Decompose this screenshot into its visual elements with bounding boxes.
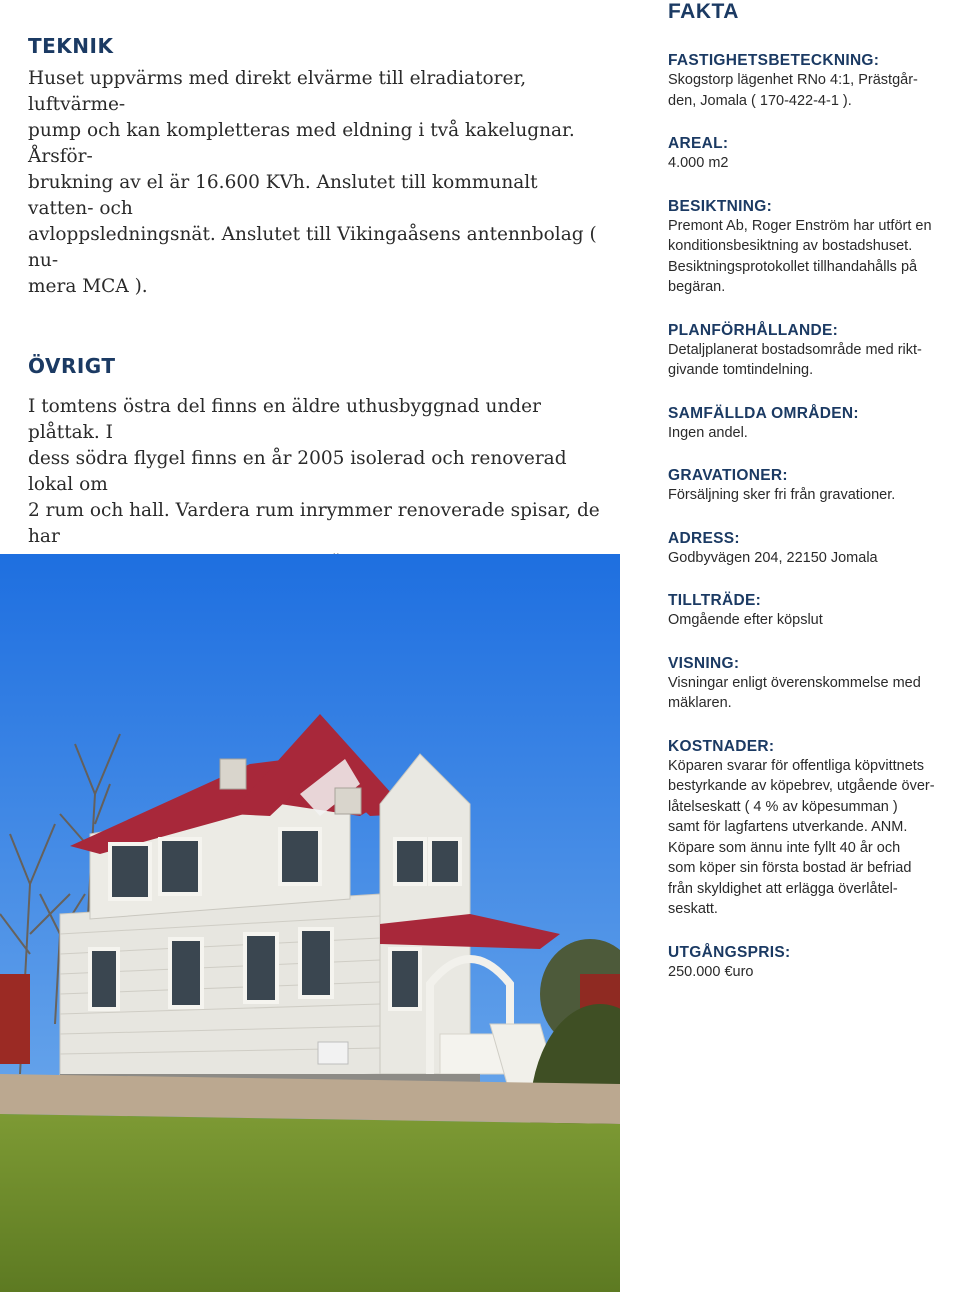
fakta-item-tilltrade bbox=[668, 591, 960, 631]
fakta-value: Skogstorp lägenhet RNo 4:1, Prästgår- den, Jomala ( 170-422-4-1 ). bbox=[668, 72, 918, 109]
fakta-label: VISNING: bbox=[668, 654, 740, 672]
fakta-label: AREAL: bbox=[668, 135, 729, 152]
text-line: I tomtens östra del finns en äldre uthusbyggnad under plåttak. I bbox=[28, 396, 541, 443]
fakta-value: 4.000 m2 bbox=[668, 155, 729, 171]
fakta-item-planforhallande bbox=[668, 321, 960, 381]
fakta-label: GRAVATIONER: bbox=[668, 467, 788, 484]
fakta-item-gravationer bbox=[668, 466, 960, 506]
fakta-label: KOSTNADER: bbox=[668, 737, 775, 755]
fakta-label: TILLTRÄDE: bbox=[668, 592, 762, 609]
fakta-value: Detaljplanerat bostadsområde med rikt- givande tomtindelning. bbox=[668, 341, 922, 378]
ovrigt-heading: ÖVRIGT bbox=[28, 354, 116, 378]
text-line: dess södra flygel finns en år 2005 isolerad och renoverad lokal om bbox=[28, 448, 567, 495]
teknik-paragraph bbox=[28, 66, 608, 300]
fakta-item-samfallda-omraden bbox=[668, 404, 960, 444]
fakta-label: PLANFÖRHÅLLANDE: bbox=[668, 321, 839, 339]
ac-unit bbox=[318, 1042, 348, 1064]
text-line: pump och kan kompletteras med eldning i två kakelugnar. Årsför- bbox=[28, 120, 575, 167]
lawn bbox=[0, 1114, 620, 1292]
teknik-heading: TEKNIK bbox=[28, 34, 114, 58]
chimney-right bbox=[335, 788, 361, 814]
text-line: Huset uppvärms med direkt elvärme till elradiatorer, luftvärme- bbox=[28, 68, 527, 115]
fakta-label: SAMFÄLLDA OMRÅDEN: bbox=[668, 404, 859, 422]
fakta-item-fastighetsbeteckning bbox=[668, 51, 960, 111]
fakta-label: ADRESS: bbox=[668, 529, 740, 547]
house-right-gable bbox=[380, 754, 470, 1074]
fakta-item-kostnader bbox=[668, 737, 960, 920]
fakta-value: Godbyvägen 204, 22150 Jomala bbox=[668, 549, 878, 566]
fakta-item-besiktning bbox=[668, 197, 960, 298]
fakta-item-utgangspris bbox=[668, 943, 960, 983]
text-line: brukning av el är 16.600 KVh. Anslutet till kommunalt vatten- och bbox=[28, 172, 538, 219]
fakta-title: FAKTA bbox=[668, 0, 739, 23]
fakta-item-areal bbox=[668, 134, 960, 174]
house-photo bbox=[0, 554, 620, 1292]
fakta-value: Köparen svarar för offentliga köpvittnets bestyrkande av köpebrev, utgående över- låtelseskatt ( 4 % av köpesumman ) samt för lagfartens utverkande. ANM. Köpare som ännu inte fyllt 40 år och som köper sin första bostad är befriad från skyldighet att erlägga överlåtel- seskatt. bbox=[668, 757, 935, 917]
text-line: mera MCA ). bbox=[28, 276, 148, 297]
fakta-value: Visningar enligt överenskommelse med mäklaren. bbox=[668, 674, 921, 711]
fakta-label: FASTIGHETSBETECKNING: bbox=[668, 52, 880, 69]
fakta-label: BESIKTNING: bbox=[668, 197, 773, 215]
fakta-item-visning bbox=[668, 654, 960, 714]
fakta-column bbox=[668, 0, 960, 982]
chimney-left bbox=[220, 759, 246, 789]
text-line: avloppsledningsnät. Anslutet till Vikingaåsens antennbolag ( nu- bbox=[28, 224, 597, 271]
fakta-value: 250.000 €uro bbox=[668, 963, 754, 980]
fakta-value: Omgående efter köpslut bbox=[668, 612, 823, 628]
fakta-label: UTGÅNGSPRIS: bbox=[668, 943, 791, 961]
fakta-value: Ingen andel. bbox=[668, 424, 748, 441]
fakta-value: Premont Ab, Roger Enström har utfört en konditionsbesiktning av bostadshuset. Besiktningsprotokollet tillhandahålls på begäran. bbox=[668, 217, 932, 295]
house-illustration bbox=[0, 554, 620, 1292]
fakta-value: Försäljning sker fri från gravationer. bbox=[668, 487, 896, 503]
fakta-item-adress bbox=[668, 529, 960, 569]
red-shed bbox=[0, 974, 30, 1064]
text-line: 2 rum och hall. Vardera rum inrymmer renoverade spisar, de har bbox=[28, 500, 600, 547]
